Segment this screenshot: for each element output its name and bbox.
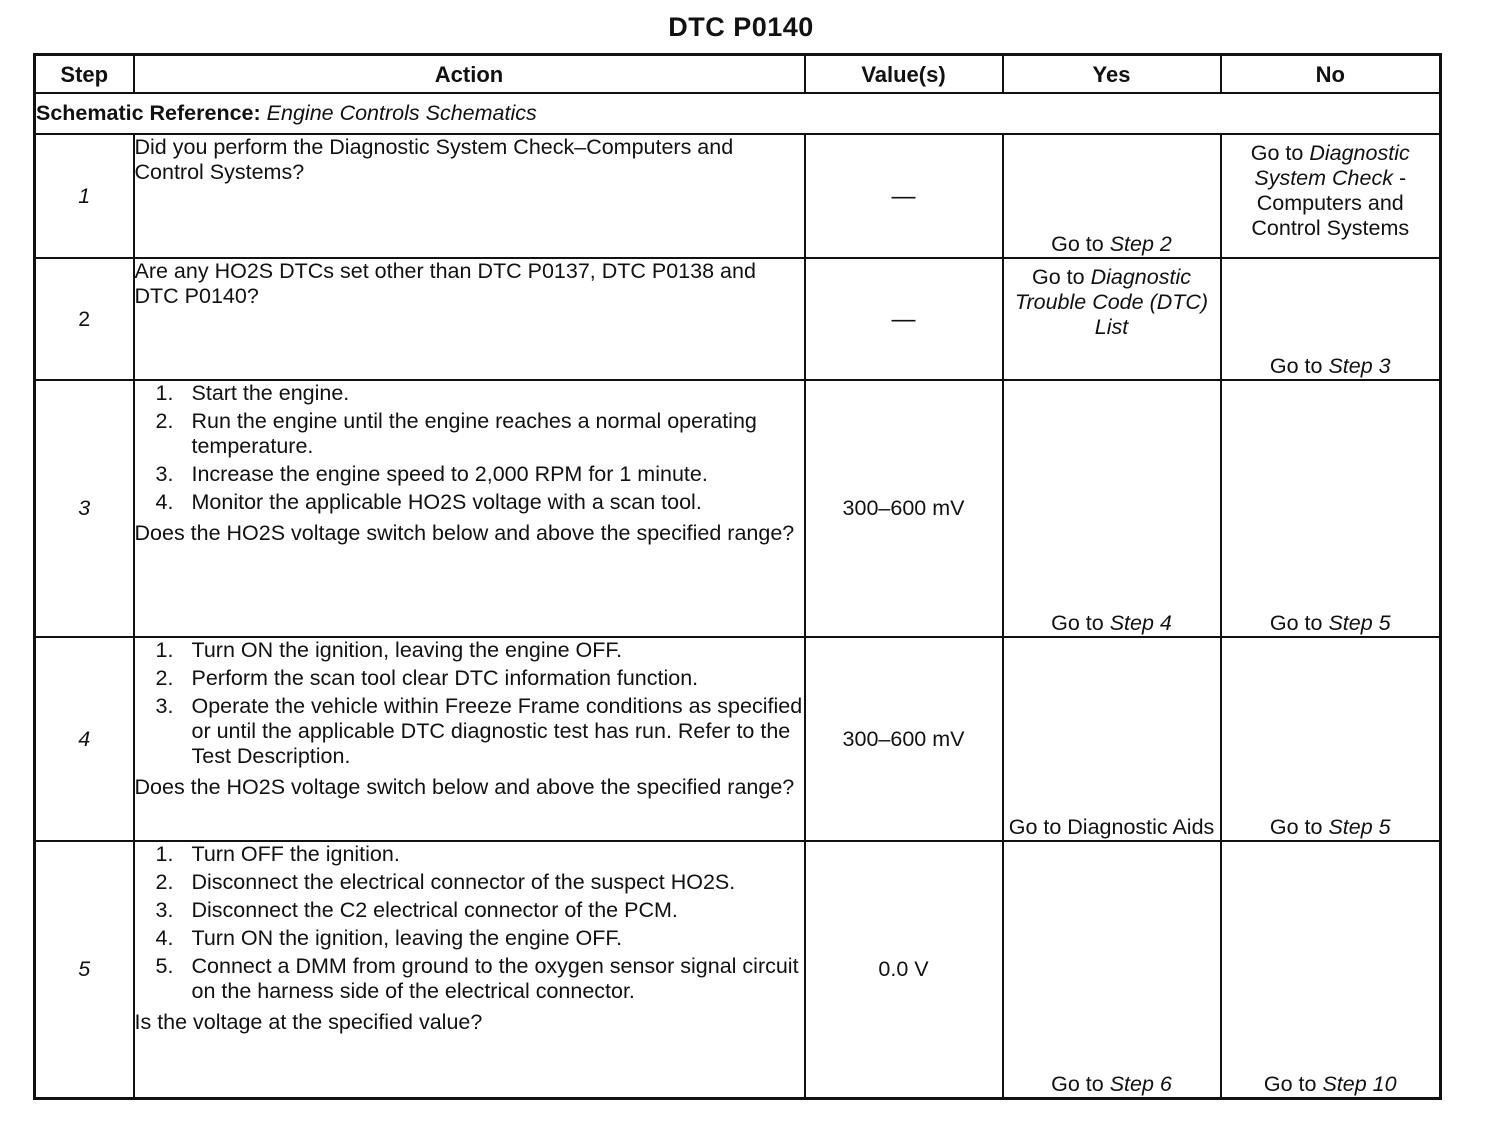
step-number: 4	[35, 637, 134, 841]
schematic-reference	[35, 93, 1441, 134]
action-cell	[134, 380, 805, 637]
action-cell	[134, 637, 805, 841]
no-link[interactable]: Step 10	[1322, 1072, 1397, 1096]
value-cell: 300–600 mV	[805, 380, 1003, 637]
step-number: 5	[35, 841, 134, 1099]
list-item: 3. Operate the vehicle within Freeze Frame conditions as specified or until the applicable DTC diagnostic test has run. Refer to the Test Description.	[155, 694, 803, 768]
action-question: Does the HO2S voltage switch below and above the specified range?	[134, 775, 795, 799]
yes-cell[interactable]	[1003, 637, 1221, 841]
yes-link[interactable]: Step 4	[1109, 611, 1172, 635]
list-item: 1. Turn OFF the ignition.	[155, 842, 400, 866]
value-cell: —	[805, 258, 1003, 380]
yes-link[interactable]: Diagnostic Trouble Code (DTC) List	[1014, 265, 1209, 339]
no-cell[interactable]	[1221, 258, 1441, 380]
column-header-action: Action	[134, 55, 805, 94]
yes-cell[interactable]	[1003, 134, 1221, 258]
list-item: 4. Monitor the applicable HO2S voltage with a scan tool.	[155, 490, 702, 514]
column-header-yes: Yes	[1003, 55, 1221, 94]
list-item: 3. Disconnect the C2 electrical connector of the PCM.	[155, 898, 678, 922]
diagnostic-table	[33, 53, 1442, 1100]
no-prefix: Go to	[1263, 1072, 1317, 1096]
list-item: 3. Increase the engine speed to 2,000 RPM for 1 minute.	[155, 462, 708, 486]
no-suffix: - Computers and Control Systems	[1251, 166, 1410, 240]
column-header-values: Value(s)	[805, 55, 1003, 94]
schematic-reference-row	[35, 93, 1441, 134]
step-number: 1	[35, 134, 134, 258]
action-question: Does the HO2S voltage switch below and above the specified range?	[134, 521, 795, 545]
column-header-no: No	[1221, 55, 1441, 94]
no-link[interactable]: Step 5	[1328, 611, 1391, 635]
table-row	[35, 258, 1441, 380]
page-title: DTC P0140	[668, 12, 814, 42]
action-question: Is the voltage at the specified value?	[134, 1010, 483, 1034]
header-row	[35, 55, 1441, 94]
yes-cell[interactable]	[1003, 380, 1221, 637]
yes-prefix: Go to	[1051, 232, 1104, 256]
list-item: 4. Turn ON the ignition, leaving the engine OFF.	[155, 926, 623, 950]
no-prefix: Go to	[1269, 815, 1323, 839]
column-header-step: Step	[35, 55, 134, 94]
no-prefix: Go to	[1269, 611, 1323, 635]
yes-prefix: Go to	[1051, 611, 1104, 635]
no-cell[interactable]	[1221, 637, 1441, 841]
action-question: Did you perform the Diagnostic System Check–Computers and Control Systems?	[134, 135, 734, 184]
list-item: 2. Run the engine until the engine reaches a normal operating temperature.	[155, 409, 757, 458]
no-link[interactable]: Step 5	[1328, 815, 1391, 839]
action-question: Are any HO2S DTCs set other than DTC P0137, DTC P0138 and DTC P0140?	[134, 259, 756, 308]
no-cell[interactable]	[1221, 841, 1441, 1099]
yes-prefix: Go to	[1032, 265, 1085, 289]
schematic-label: Schematic Reference:	[36, 101, 261, 125]
table-row	[35, 637, 1441, 841]
yes-cell[interactable]	[1003, 841, 1221, 1099]
action-cell	[134, 841, 805, 1099]
no-prefix: Go to	[1250, 141, 1304, 165]
procedure-list	[135, 638, 804, 769]
action-cell	[134, 258, 805, 380]
procedure-list	[135, 842, 804, 1004]
list-item: 1. Start the engine.	[155, 381, 350, 405]
table-row	[35, 841, 1441, 1099]
value-cell: —	[805, 134, 1003, 258]
table-row	[35, 380, 1441, 637]
action-cell	[134, 134, 805, 258]
no-cell[interactable]	[1221, 380, 1441, 637]
no-link[interactable]: Step 3	[1328, 354, 1391, 378]
yes-link[interactable]: Step 6	[1109, 1072, 1172, 1096]
step-number: 3	[35, 380, 134, 637]
value-cell: 300–600 mV	[805, 637, 1003, 841]
value-cell: 0.0 V	[805, 841, 1003, 1099]
procedure-list	[135, 381, 804, 515]
schematic-link[interactable]: Engine Controls Schematics	[266, 101, 537, 125]
list-item: 2. Perform the scan tool clear DTC information function.	[155, 666, 699, 690]
table-row	[35, 134, 1441, 258]
yes-cell[interactable]	[1003, 258, 1221, 380]
list-item: 5. Connect a DMM from ground to the oxygen sensor signal circuit on the harness side of the electrical connector.	[155, 954, 799, 1003]
yes-prefix: Go to	[1051, 1072, 1104, 1096]
no-link[interactable]: Diagnostic System Check	[1254, 141, 1410, 190]
step-number: 2	[35, 258, 134, 380]
list-item: 2. Disconnect the electrical connector of the suspect HO2S.	[155, 870, 736, 894]
no-prefix: Go to	[1269, 354, 1323, 378]
yes-text[interactable]: Go to Diagnostic Aids	[1008, 815, 1215, 839]
list-item: 1. Turn ON the ignition, leaving the engine OFF.	[155, 638, 623, 662]
no-cell[interactable]	[1221, 134, 1441, 258]
yes-link[interactable]: Step 2	[1109, 232, 1172, 256]
